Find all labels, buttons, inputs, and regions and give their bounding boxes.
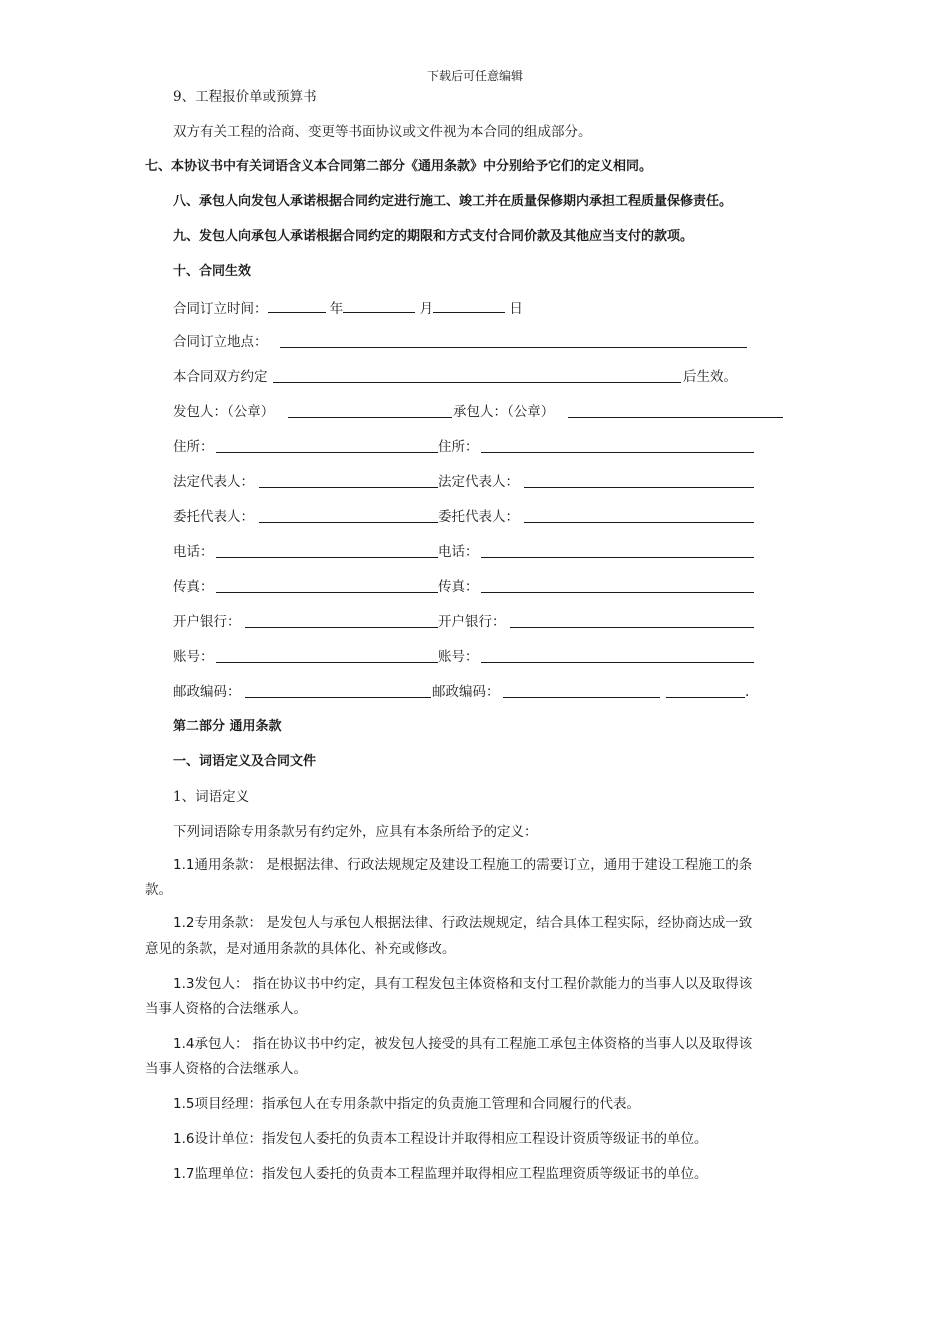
account-left-blank[interactable] — [216, 662, 438, 663]
bank-right-blank[interactable] — [510, 627, 754, 628]
phone-right-label: 电话： — [438, 544, 479, 560]
postal-end-mark: . — [745, 684, 750, 700]
definition-text: 监理单位：指发包人委托的负责本工程监理并取得相应工程监理资质等级证书的单位。 — [194, 1166, 708, 1182]
definition-number: 1.6 — [173, 1131, 195, 1147]
phone-left-label: 电话： — [173, 544, 214, 560]
contract-date-line — [173, 298, 523, 318]
definitions-intro: 下列词语除专用条款另有约定外，应具有本条所给予的定义： — [173, 824, 538, 840]
definition-text: 设计单位：指发包人委托的负责本工程设计并取得相应工程设计资质等级证书的单位。 — [194, 1131, 708, 1147]
section1-title: 一、词语定义及合同文件 — [173, 754, 317, 769]
legal-rep-left-label: 法定代表人： — [173, 474, 254, 490]
definition-1-1-cont: 款。 — [145, 882, 172, 898]
year-blank[interactable] — [268, 298, 326, 313]
year-label: 年 — [329, 301, 344, 317]
definition-number: 1.5 — [173, 1096, 195, 1112]
definition-text: 专用条款： 是发包人与承包人根据法律、行政法规规定，结合具体工程实际，经协商达成一致 — [194, 915, 753, 931]
definition-1-4 — [173, 1035, 752, 1053]
legal-rep-left-blank[interactable] — [259, 487, 438, 488]
bank-left-label: 开户银行： — [173, 614, 241, 630]
definition-number: 1.7 — [173, 1166, 195, 1182]
item-9: 9、工程报价单或预算书 — [173, 89, 317, 105]
bank-left-blank[interactable] — [245, 627, 438, 628]
employer-seal-blank[interactable] — [288, 417, 452, 418]
definition-1-3 — [173, 975, 752, 993]
account-left-label: 账号： — [173, 649, 214, 665]
part2-title: 第二部分 通用条款 — [173, 719, 282, 734]
sub1-title: 1、词语定义 — [173, 789, 250, 805]
residence-left-blank[interactable] — [216, 452, 438, 453]
postal-left-blank[interactable] — [245, 697, 431, 698]
fax-right-label: 传真： — [438, 579, 479, 595]
agree-condition-blank[interactable] — [273, 382, 681, 383]
agree-prefix: 本合同双方约定 — [173, 369, 268, 385]
definition-1-2 — [173, 914, 752, 932]
month-label: 月 — [419, 301, 434, 317]
agent-right-blank[interactable] — [524, 522, 754, 523]
definition-1-3-cont: 当事人资格的合法继承人。 — [145, 1001, 307, 1017]
composition-note: 双方有关工程的洽商、变更等书面协议或文件视为本合同的组成部分。 — [173, 124, 592, 140]
postal-right-label: 邮政编码： — [432, 684, 500, 700]
month-blank[interactable] — [343, 298, 415, 313]
definition-number: 1.3 — [173, 976, 195, 992]
clause-10: 十、合同生效 — [173, 264, 252, 279]
phone-left-blank[interactable] — [216, 557, 438, 558]
phone-right-blank[interactable] — [481, 557, 754, 558]
postal-right-blank[interactable] — [503, 697, 660, 698]
fax-left-blank[interactable] — [216, 592, 438, 593]
definition-number: 1.1 — [173, 857, 195, 873]
definition-1-4-cont: 当事人资格的合法继承人。 — [145, 1061, 307, 1077]
agent-left-label: 委托代表人： — [173, 509, 254, 525]
fax-left-label: 传真： — [173, 579, 214, 595]
residence-left-label: 住所： — [173, 439, 214, 455]
date-label: 合同订立时间： — [173, 301, 268, 317]
definition-text: 承包人： 指在协议书中约定，被发包人接受的具有工程施工承包主体资格的当事人以及取得该 — [194, 1036, 753, 1052]
contract-place-label: 合同订立地点： — [173, 334, 268, 350]
definition-number: 1.4 — [173, 1036, 195, 1052]
legal-rep-right-label: 法定代表人： — [438, 474, 519, 490]
contract-place-blank[interactable] — [280, 347, 747, 348]
bank-right-label: 开户银行： — [438, 614, 506, 630]
definition-text: 项目经理：指承包人在专用条款中指定的负责施工管理和合同履行的代表。 — [194, 1096, 640, 1112]
employer-seal-label: 发包人：（公章） — [173, 404, 275, 420]
definition-number: 1.2 — [173, 915, 195, 931]
day-blank[interactable] — [433, 298, 505, 313]
postal-left-label: 邮政编码： — [173, 684, 241, 700]
day-label: 日 — [509, 301, 523, 317]
clause-8: 八、承包人向发包人承诺根据合同约定进行施工、竣工并在质量保修期内承担工程质量保修责任。 — [173, 194, 733, 209]
clause-9: 九、发包人向承包人承诺根据合同约定的期限和方式支付合同价款及其他应当支付的款项。 — [173, 229, 694, 244]
contractor-seal-label: 承包人：（公章） — [453, 404, 555, 420]
definition-text: 通用条款： 是根据法律、行政法规规定及建设工程施工的需要订立，通用于建设工程施工的条 — [194, 857, 753, 873]
contractor-seal-blank[interactable] — [568, 417, 783, 418]
residence-right-blank[interactable] — [481, 452, 754, 453]
definition-1-6 — [173, 1130, 707, 1148]
clause-7: 七、本协议书中有关词语含义本合同第二部分《通用条款》中分别给予它们的定义相同。 — [145, 159, 653, 174]
definition-text: 发包人： 指在协议书中约定，具有工程发包主体资格和支付工程价款能力的当事人以及取得该 — [194, 976, 753, 992]
account-right-label: 账号： — [438, 649, 479, 665]
page-header: 下载后可任意编辑 — [426, 69, 523, 83]
fax-right-blank[interactable] — [481, 592, 754, 593]
agree-suffix: 后生效。 — [683, 369, 737, 385]
legal-rep-right-blank[interactable] — [524, 487, 754, 488]
agent-left-blank[interactable] — [259, 522, 438, 523]
definition-1-2-cont: 意见的条款，是对通用条款的具体化、补充或修改。 — [145, 941, 456, 957]
account-right-blank[interactable] — [481, 662, 754, 663]
definition-1-7 — [173, 1165, 707, 1183]
definition-1-1 — [173, 856, 752, 874]
definition-1-5 — [173, 1095, 640, 1113]
agent-right-label: 委托代表人： — [438, 509, 519, 525]
residence-right-label: 住所： — [438, 439, 479, 455]
postal-extra-blank[interactable] — [666, 697, 745, 698]
